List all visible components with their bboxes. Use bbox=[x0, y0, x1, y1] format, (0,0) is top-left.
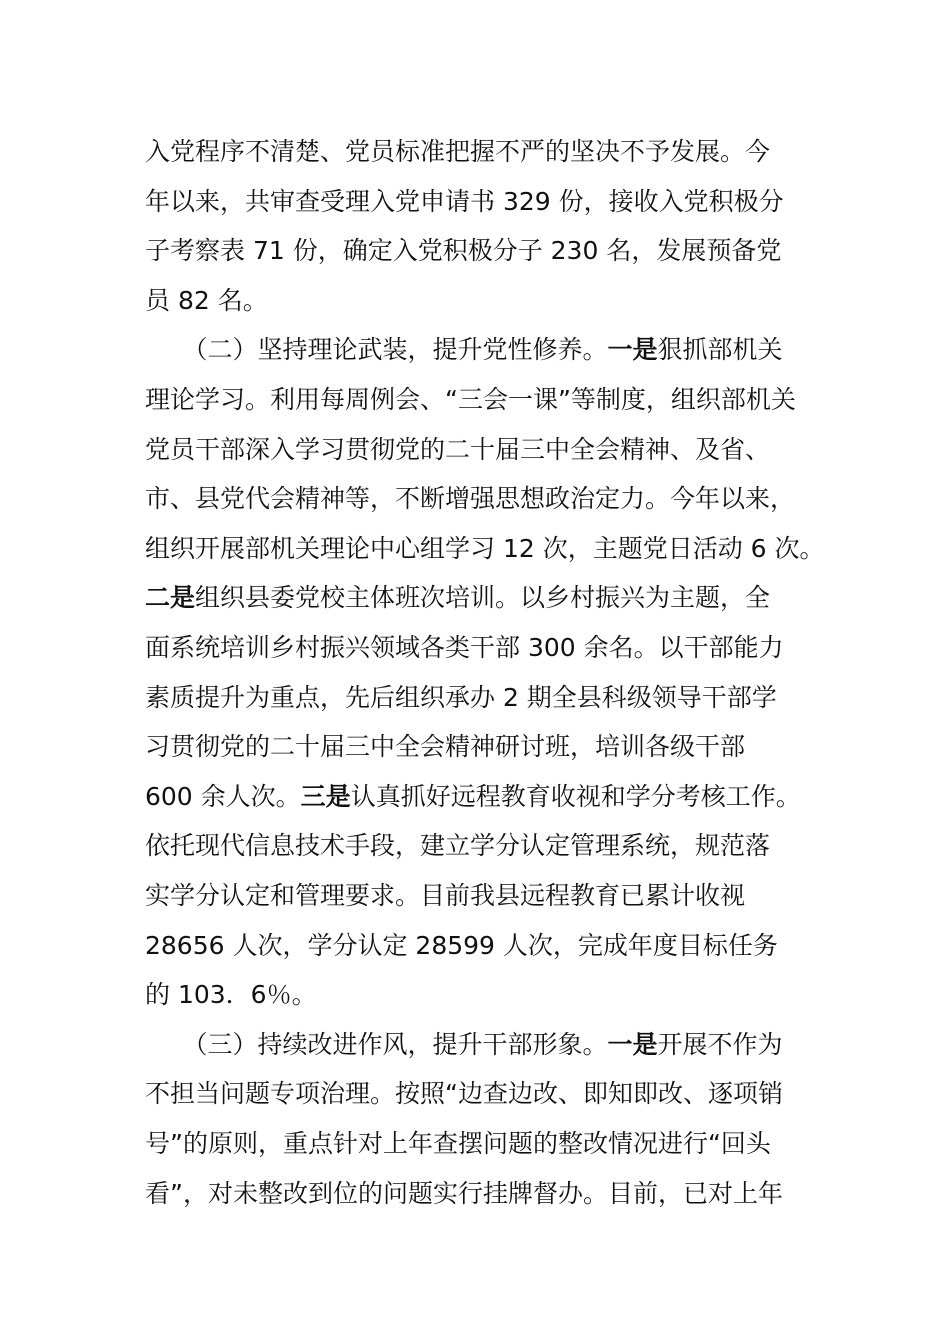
text-line bbox=[145, 777, 801, 817]
text-line bbox=[145, 529, 825, 569]
text-segment: 入党程序不清楚、党员标准把握不严的坚决不予发展。今 bbox=[145, 137, 771, 166]
text-line bbox=[145, 1174, 783, 1214]
text-line bbox=[145, 1025, 783, 1065]
bold-keyword: 二是 bbox=[145, 583, 196, 613]
text-segment: 依托现代信息技术手段，建立学分认定管理系统，规范落 bbox=[145, 831, 771, 861]
text-segment: 组织县委党校主体班次培训。以乡村振兴为主题，全 bbox=[195, 583, 771, 613]
text-segment: 年以来，共审查受理入党申请书 329 份，接收入党积极分 bbox=[145, 186, 784, 216]
text-segment: 面系统培训乡村振兴领域各类干部 300 余名。以干部能力 bbox=[145, 633, 784, 662]
text-segment: 理论学习。利用每周例会、“三会一课”等制度，组织部机关 bbox=[145, 385, 796, 414]
text-segment: 素质提升为重点，先后组织承办 2 期全县科级领导干部学 bbox=[145, 682, 777, 712]
text-line bbox=[145, 578, 770, 618]
bold-keyword: 一是 bbox=[607, 335, 658, 365]
bold-keyword: 三是 bbox=[300, 781, 351, 811]
text-segment: 600 余人次。 bbox=[145, 781, 301, 811]
text-segment: 实学分认定和管理要求。目前我县远程教育已累计收视 bbox=[145, 881, 746, 910]
text-line bbox=[145, 182, 784, 222]
text-segment: 开展不作为 bbox=[657, 1029, 783, 1059]
text-line bbox=[145, 628, 784, 668]
bold-keyword: 一是 bbox=[607, 1029, 658, 1059]
text-segment: 号”的原则，重点针对上年查摆问题的整改情况进行“回头 bbox=[145, 1129, 771, 1158]
text-segment: 子考察表 71 份，确定入党积极分子 230 名，发展预备党 bbox=[145, 236, 782, 266]
text-line bbox=[145, 330, 783, 370]
text-line bbox=[145, 678, 777, 718]
text-line bbox=[145, 826, 770, 866]
text-segment: 28656 人次，学分认定 28599 人次，完成年度目标任务 bbox=[145, 930, 778, 960]
text-segment: 习贯彻党的二十届三中全会精神研讨班，培训各级干部 bbox=[145, 732, 746, 762]
text-line bbox=[145, 281, 268, 321]
text-line bbox=[145, 727, 745, 767]
text-line bbox=[145, 926, 778, 966]
text-segment: 的 103．6％。 bbox=[145, 980, 317, 1010]
text-line bbox=[145, 430, 770, 470]
text-segment: 看”，对未整改到位的问题实行挂牌督办。目前，已对上年 bbox=[145, 1178, 783, 1208]
text-segment: 组织开展部机关理论中心组学习 12 次，主题党日活动 6 次。 bbox=[145, 533, 825, 563]
text-segment: 员 82 名。 bbox=[145, 285, 268, 315]
text-line bbox=[145, 1074, 783, 1114]
text-segment: （三）持续改进作风，提升干部形象。 bbox=[145, 1029, 608, 1059]
text-line bbox=[145, 479, 795, 519]
text-line bbox=[145, 231, 781, 271]
text-line bbox=[145, 380, 796, 420]
text-line bbox=[145, 132, 770, 172]
text-segment: 党员干部深入学习贯彻党的二十届三中全会精神、及省、 bbox=[145, 434, 771, 464]
text-segment: 狠抓部机关 bbox=[657, 335, 783, 365]
text-segment: 不担当问题专项治理。按照“边查边改、即知即改、逐项销 bbox=[145, 1079, 783, 1109]
text-segment: 认真抓好远程教育收视和学分考核工作。 bbox=[350, 781, 801, 811]
text-line bbox=[145, 876, 745, 916]
text-segment: （二）坚持理论武装，提升党性修养。 bbox=[145, 335, 608, 365]
text-line bbox=[145, 975, 317, 1015]
text-segment: 市、县党代会精神等，不断增强思想政治定力。今年以来， bbox=[145, 484, 796, 514]
text-line bbox=[145, 1124, 771, 1164]
